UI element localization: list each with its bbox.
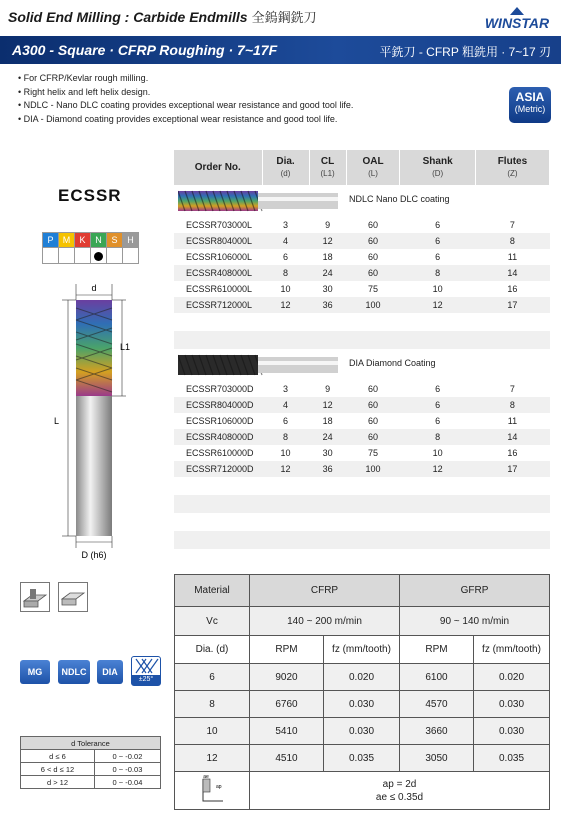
table-cell: 7 xyxy=(475,217,549,233)
table-cell: 10 xyxy=(262,281,309,297)
logo-mark-icon xyxy=(510,7,524,15)
product-table xyxy=(174,150,550,549)
table-cell: 75 xyxy=(346,281,400,297)
tolerance-cell: 0 ~ -0.03 xyxy=(94,763,160,776)
table-cell: 60 xyxy=(346,429,400,445)
table-row xyxy=(174,429,550,445)
table-cell: 4 xyxy=(262,397,309,413)
table-cell: 16 xyxy=(475,281,549,297)
table-cell: 60 xyxy=(346,249,400,265)
tool-drawing xyxy=(48,280,138,570)
cutting-cell: 3050 xyxy=(400,745,474,772)
tolerance-row xyxy=(21,776,161,789)
column-header xyxy=(400,150,475,185)
cutting-cell: 0.020 xyxy=(474,664,550,691)
table-cell: 8 xyxy=(400,429,475,445)
column-header xyxy=(174,150,262,185)
cutting-row xyxy=(175,691,550,718)
table-row xyxy=(174,233,550,249)
column-header xyxy=(475,150,549,185)
table-row xyxy=(174,461,550,477)
table-row xyxy=(174,445,550,461)
dia-header: Dia. (d) xyxy=(175,636,250,664)
table-row xyxy=(174,413,550,429)
cfrp-header: CFRP xyxy=(250,575,400,607)
table-cell: 6 xyxy=(262,249,309,265)
table-cell: 30 xyxy=(309,445,346,461)
column-header-sub: (D) xyxy=(432,168,444,178)
material-group-mark xyxy=(91,248,107,264)
dia-badge: DIA xyxy=(97,660,123,684)
ap-icon-label: ap xyxy=(216,783,222,790)
table-row xyxy=(174,297,550,313)
table-cell: 60 xyxy=(346,397,400,413)
dia-tool-image xyxy=(178,353,338,377)
order-number: ECSSR106000D xyxy=(174,413,262,429)
vc-label: Vc xyxy=(175,607,250,636)
order-number: ECSSR804000L xyxy=(174,233,262,249)
ndlc-tool-image xyxy=(178,189,338,213)
cutting-cell: 4570 xyxy=(400,691,474,718)
table-cell: 14 xyxy=(475,265,549,281)
cutting-cell: 5410 xyxy=(250,718,324,745)
table-cell: 17 xyxy=(475,297,549,313)
tolerance-title: d Tolerance xyxy=(21,737,161,750)
order-number: ECSSR408000D xyxy=(174,429,262,445)
order-number: ECSSR712000D xyxy=(174,461,262,477)
tolerance-cell: 6 < d ≤ 12 xyxy=(21,763,95,776)
table-cell: 18 xyxy=(309,249,346,265)
suitable-dot-icon xyxy=(94,252,103,261)
cutting-row xyxy=(175,664,550,691)
table-cell: 100 xyxy=(346,297,400,313)
table-cell: 12 xyxy=(262,297,309,313)
table-row xyxy=(174,217,550,233)
feature-item: • For CFRP/Kevlar rough milling. xyxy=(18,72,353,86)
logo-text: WINSTAR xyxy=(484,15,550,31)
cutting-conditions-table xyxy=(174,574,550,810)
dim-shank-label: D (h6) xyxy=(81,550,107,560)
order-number: ECSSR804000D xyxy=(174,397,262,413)
cutting-cell: 10 xyxy=(175,718,250,745)
column-header xyxy=(346,150,400,185)
asia-metric-badge xyxy=(509,87,551,123)
material-group-mark xyxy=(43,248,59,264)
table-cell: 36 xyxy=(309,461,346,477)
material-header: Material xyxy=(175,575,250,607)
order-number: ECSSR712000L xyxy=(174,297,262,313)
column-header xyxy=(309,150,346,185)
order-number: ECSSR610000D xyxy=(174,445,262,461)
cutting-cell: 0.035 xyxy=(474,745,550,772)
dim-d-label: d xyxy=(91,283,97,293)
winstar-logo xyxy=(478,6,556,34)
table-cell: 9 xyxy=(309,217,346,233)
table-row xyxy=(174,281,550,297)
dia-tool-label: DIA Diamond Coating xyxy=(349,358,436,368)
column-header xyxy=(262,150,309,185)
feature-item: • Right helix and left helix design. xyxy=(18,86,353,100)
table-cell: 12 xyxy=(309,397,346,413)
table-cell: 10 xyxy=(400,445,475,461)
table-cell: 12 xyxy=(400,461,475,477)
material-group-n: N xyxy=(91,233,107,248)
table-cell: 8 xyxy=(262,429,309,445)
table-cell: 60 xyxy=(346,381,400,397)
table-cell: 7 xyxy=(475,381,549,397)
slotting-icon xyxy=(20,582,50,612)
column-header-sub: (L1) xyxy=(320,168,335,178)
table-cell: 18 xyxy=(309,413,346,429)
table-cell: 4 xyxy=(262,233,309,249)
table-cell: 14 xyxy=(475,429,549,445)
tolerance-cell: d ≤ 6 xyxy=(21,750,95,763)
column-header-label: OAL xyxy=(362,155,384,167)
material-group-mark xyxy=(75,248,91,264)
table-cell: 6 xyxy=(262,413,309,429)
shank-section xyxy=(76,396,112,536)
material-group-k: K xyxy=(75,233,91,248)
cutting-row xyxy=(175,745,550,772)
cutting-cell: 3660 xyxy=(400,718,474,745)
material-group-mark xyxy=(123,248,139,264)
depth-of-cut-icon xyxy=(175,772,250,810)
table-cell: 9 xyxy=(309,381,346,397)
ae-icon-label: ae xyxy=(203,773,209,780)
table-cell: 11 xyxy=(475,249,549,265)
table-cell: 8 xyxy=(475,397,549,413)
page-title xyxy=(8,7,317,26)
helix-angle-badge xyxy=(131,656,161,686)
cutting-cell: 0.030 xyxy=(474,691,550,718)
helix-angle-label: ±25° xyxy=(132,675,160,685)
series-code: ECSSR xyxy=(58,186,122,205)
feature-list xyxy=(18,72,353,126)
product-line-cjk: 平銑刀 - CFRP 粗銑用 · 7~17 刃 xyxy=(379,45,551,59)
table-row xyxy=(174,249,550,265)
feature-item: • DIA - Diamond coating provides exceptional wear resistance and good tool life. xyxy=(18,113,353,127)
tolerance-row xyxy=(21,763,161,776)
vc-gfrp: 90 ~ 140 m/min xyxy=(400,607,550,636)
order-number: ECSSR703000L xyxy=(174,217,262,233)
side-milling-icon xyxy=(58,582,88,612)
table-cell: 6 xyxy=(400,413,475,429)
column-header-sub: (L) xyxy=(368,168,378,178)
cutting-cell: 0.030 xyxy=(474,718,550,745)
table-cell: 10 xyxy=(400,281,475,297)
table-cell: 60 xyxy=(346,233,400,249)
cutting-row xyxy=(175,718,550,745)
material-group-h: H xyxy=(123,233,139,248)
order-number: ECSSR703000D xyxy=(174,381,262,397)
table-cell: 10 xyxy=(262,445,309,461)
table-row xyxy=(174,381,550,397)
material-group-table xyxy=(42,232,139,264)
dim-l1-label: L1 xyxy=(120,342,131,352)
cutting-cell: 6760 xyxy=(250,691,324,718)
cutting-cell: 0.020 xyxy=(324,664,400,691)
column-header-label: Flutes xyxy=(497,155,528,167)
dim-l-label: L xyxy=(54,416,60,426)
cutting-cell: 0.030 xyxy=(324,718,400,745)
material-group-mark xyxy=(107,248,123,264)
table-cell: 8 xyxy=(475,233,549,249)
fz-header: fz (mm/tooth) xyxy=(474,636,550,664)
mg-badge: MG xyxy=(20,660,50,684)
table-cell: 75 xyxy=(346,445,400,461)
table-cell: 17 xyxy=(475,461,549,477)
cutting-cell: 9020 xyxy=(250,664,324,691)
asia-label: ASIA xyxy=(515,90,545,104)
gfrp-header: GFRP xyxy=(400,575,550,607)
table-cell: 12 xyxy=(400,297,475,313)
cutting-cell: 8 xyxy=(175,691,250,718)
tolerance-cell: 0 ~ -0.04 xyxy=(94,776,160,789)
order-number: ECSSR610000L xyxy=(174,281,262,297)
table-cell: 36 xyxy=(309,297,346,313)
ap-value: ap = 2d xyxy=(382,778,417,790)
tolerance-cell: 0 ~ -0.02 xyxy=(94,750,160,763)
cutting-cell: 0.035 xyxy=(324,745,400,772)
order-number: ECSSR408000L xyxy=(174,265,262,281)
tolerance-table xyxy=(20,736,161,789)
helix-icon xyxy=(132,657,160,675)
vc-cfrp: 140 ~ 200 m/min xyxy=(250,607,400,636)
column-header-label: CL xyxy=(320,155,335,167)
table-row xyxy=(174,397,550,413)
table-cell: 6 xyxy=(400,381,475,397)
table-cell: 6 xyxy=(400,249,475,265)
table-cell: 8 xyxy=(262,265,309,281)
cutting-cell: 12 xyxy=(175,745,250,772)
column-header-label: Shank xyxy=(422,155,453,167)
material-group-mark xyxy=(59,248,75,264)
table-cell: 30 xyxy=(309,281,346,297)
tolerance-cell: d > 12 xyxy=(21,776,95,789)
table-cell: 24 xyxy=(309,265,346,281)
rpm-header: RPM xyxy=(250,636,324,664)
table-cell: 100 xyxy=(346,461,400,477)
ndlc-tool-label: NDLC Nano DLC coating xyxy=(349,194,450,204)
tolerance-row xyxy=(21,750,161,763)
product-line-bar xyxy=(0,36,561,64)
cutting-cell: 4510 xyxy=(250,745,324,772)
column-header-label: Dia. xyxy=(276,155,295,167)
table-row xyxy=(174,265,550,281)
table-cell: 6 xyxy=(400,397,475,413)
rpm-header: RPM xyxy=(400,636,474,664)
table-cell: 60 xyxy=(346,217,400,233)
table-cell: 12 xyxy=(309,233,346,249)
table-cell: 11 xyxy=(475,413,549,429)
feature-item: • NDLC - Nano DLC coating provides exceptional wear resistance and good tool life. xyxy=(18,99,353,113)
title-text: Solid End Milling : Carbide Endmills xyxy=(8,9,248,25)
column-header-sub: (d) xyxy=(280,168,291,178)
fz-header: fz (mm/tooth) xyxy=(324,636,400,664)
table-cell: 24 xyxy=(309,429,346,445)
material-group-m: M xyxy=(59,233,75,248)
table-cell: 60 xyxy=(346,265,400,281)
cutting-cell: 6 xyxy=(175,664,250,691)
cutting-cell: 6100 xyxy=(400,664,474,691)
table-cell: 3 xyxy=(262,217,309,233)
table-cell: 16 xyxy=(475,445,549,461)
table-cell: 6 xyxy=(400,217,475,233)
order-number: ECSSR106000L xyxy=(174,249,262,265)
cutting-cell: 0.030 xyxy=(324,691,400,718)
column-header-label: Order No. xyxy=(194,161,241,173)
table-cell: 60 xyxy=(346,413,400,429)
ndlc-badge: NDLC xyxy=(58,660,90,684)
table-cell: 3 xyxy=(262,381,309,397)
product-line-title: A300 - Square · CFRP Roughing · 7~17F xyxy=(12,42,278,58)
table-cell: 12 xyxy=(262,461,309,477)
column-header-sub: (Z) xyxy=(507,168,518,178)
table-cell: 8 xyxy=(400,265,475,281)
material-group-p: P xyxy=(43,233,59,248)
ae-value: ae ≤ 0.35d xyxy=(375,791,424,803)
metric-label: (Metric) xyxy=(514,104,546,114)
material-group-s: S xyxy=(107,233,123,248)
table-cell: 6 xyxy=(400,233,475,249)
title-cjk: 全鎢鋼銑刀 xyxy=(251,10,317,25)
